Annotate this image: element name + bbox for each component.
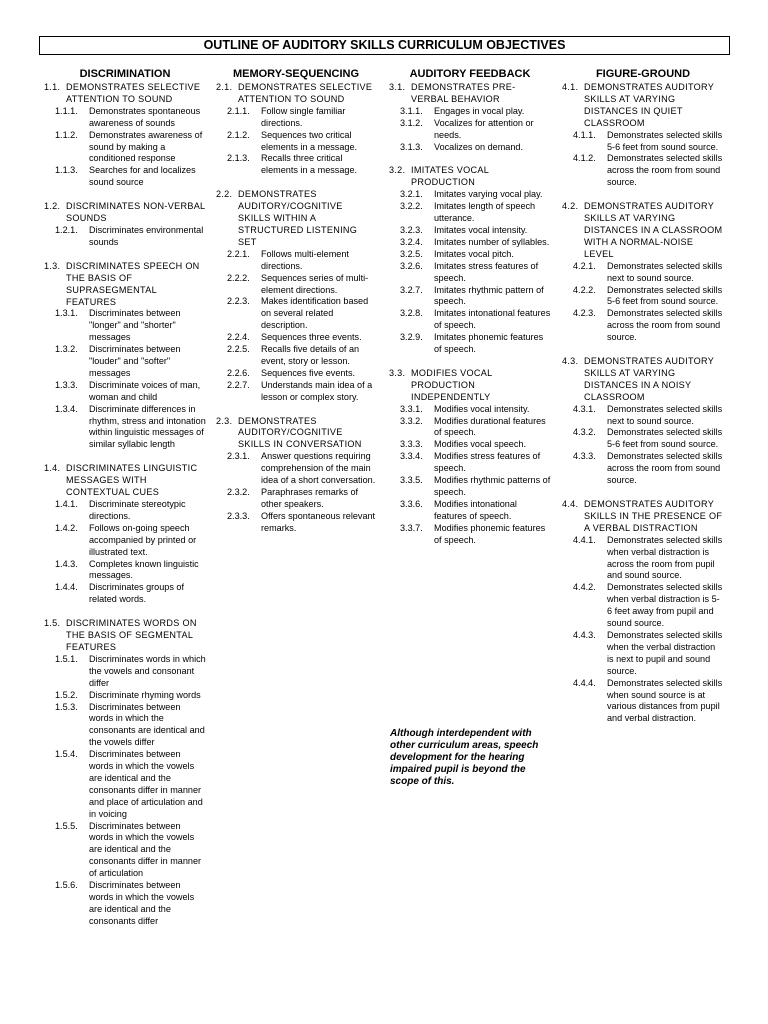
section-heading bbox=[389, 368, 551, 404]
objective-item bbox=[44, 225, 206, 249]
item-text: Vocalizes for attention or needs. bbox=[434, 117, 534, 140]
section-number: 3.2. bbox=[389, 165, 406, 176]
item-text: Demonstrates selected skills when verbal distraction is 5-6 feet away from pupil and sound source. bbox=[607, 582, 723, 629]
item-number: 3.3.4. bbox=[400, 451, 423, 462]
section-heading bbox=[562, 356, 724, 404]
item-text: Recalls three critical elements in a message. bbox=[261, 153, 358, 176]
objective-item bbox=[44, 880, 206, 928]
item-text: Imitates rhythmic pattern of speech. bbox=[434, 284, 544, 307]
section-title: DEMONSTRATES AUDITORY SKILLS AT VARYING DISTANCES IN A NOISY CLASSROOM bbox=[584, 356, 714, 402]
section-title: DISCRIMINATES WORDS ON THE BASIS OF SEGMENTAL FEATURES bbox=[66, 618, 197, 652]
objective-item bbox=[44, 702, 206, 750]
item-number: 1.3.3. bbox=[55, 379, 78, 390]
item-text: Demonstrates selected skills next to sound source. bbox=[607, 403, 723, 426]
section-heading bbox=[389, 165, 551, 189]
item-number: 3.2.7. bbox=[400, 284, 423, 295]
item-text: Discriminate differences in rhythm, stress and intonation within linguistic messages of similar syllabic length bbox=[89, 403, 206, 450]
item-text: Demonstrates selected skills when sound source is at various distances from pupil and verbal distraction. bbox=[607, 677, 723, 724]
section-spacer bbox=[389, 153, 551, 165]
item-text: Sequences series of multi-element directions. bbox=[261, 272, 369, 295]
item-number: 4.3.1. bbox=[573, 403, 596, 414]
item-number: 3.3.3. bbox=[400, 439, 423, 450]
section-title: IMITATES VOCAL PRODUCTION bbox=[411, 165, 489, 188]
item-number: 4.4.2. bbox=[573, 582, 596, 593]
objective-item bbox=[216, 273, 376, 297]
section-spacer bbox=[44, 451, 206, 463]
item-number: 1.3.1. bbox=[55, 308, 78, 319]
column-heading: DISCRIMINATION bbox=[79, 68, 171, 80]
objective-item bbox=[562, 404, 724, 428]
objective-item bbox=[44, 523, 206, 559]
item-text: Discriminate voices of man, woman and child bbox=[89, 379, 201, 402]
section-number: 2.1. bbox=[216, 82, 233, 92]
item-text: Answer questions requiring comprehension of the main idea of a short conversation. bbox=[261, 451, 376, 486]
objective-item bbox=[389, 118, 551, 142]
section-heading bbox=[216, 416, 376, 452]
item-number: 4.2.3. bbox=[573, 308, 596, 319]
item-number: 3.2.8. bbox=[400, 308, 423, 319]
item-text: Modifies rhythmic patterns of speech. bbox=[434, 475, 551, 497]
objective-item bbox=[216, 487, 376, 511]
section-title: DEMONSTRATES AUDITORY SKILLS IN THE PRESENCE OF A VERBAL DISTRACTION bbox=[584, 499, 723, 533]
objective-item bbox=[44, 380, 206, 404]
item-text: Demonstrates selected skills across the room from sound source. bbox=[607, 451, 723, 486]
objective-item bbox=[44, 344, 206, 380]
section-number: 4.3. bbox=[562, 356, 579, 367]
item-number: 1.1.1. bbox=[55, 105, 78, 116]
section-title: DISCRIMINATES NON-VERBAL SOUNDS bbox=[66, 201, 206, 224]
item-number: 3.1.1. bbox=[400, 105, 423, 116]
section-heading bbox=[44, 201, 206, 225]
objective-item bbox=[389, 439, 551, 451]
item-number: 3.1.3. bbox=[400, 141, 423, 152]
objective-item bbox=[216, 249, 376, 273]
item-number: 1.5.2. bbox=[55, 689, 78, 700]
item-text: Follows multi-element directions. bbox=[261, 248, 349, 271]
objective-item bbox=[389, 249, 551, 261]
item-text: Follow single familiar directions. bbox=[261, 105, 346, 128]
section-number: 4.1. bbox=[562, 82, 579, 92]
scope-note: Although interdependent with other curriculum areas, speech development for the hearing impaired pupil is beyond the scope of this. bbox=[390, 728, 539, 787]
item-text: Discriminates between "louder" and "softer" messages bbox=[89, 344, 181, 378]
item-number: 2.2.4. bbox=[227, 332, 250, 343]
item-number: 2.1.1. bbox=[227, 105, 250, 116]
section-spacer bbox=[44, 606, 206, 618]
objective-item bbox=[216, 332, 376, 344]
item-text: Demonstrates selected skills next to sound source. bbox=[607, 260, 723, 283]
item-text: Sequences two critical elements in a message. bbox=[261, 129, 358, 152]
item-number: 2.2.2. bbox=[227, 272, 250, 283]
objective-item bbox=[216, 106, 376, 130]
objective-item bbox=[389, 404, 551, 416]
objective-item bbox=[44, 130, 206, 166]
item-text: Follows on-going speech accompanied by printed or illustrated text. bbox=[89, 522, 197, 557]
item-number: 4.2.2. bbox=[573, 284, 596, 295]
item-number: 4.2.1. bbox=[573, 260, 596, 271]
objective-item bbox=[389, 416, 551, 440]
item-number: 2.3.2. bbox=[227, 487, 250, 497]
item-number: 3.2.1. bbox=[400, 189, 423, 200]
item-text: Imitates vocal intensity. bbox=[434, 224, 528, 235]
item-number: 3.1.2. bbox=[400, 117, 423, 128]
item-number: 3.3.2. bbox=[400, 415, 423, 426]
column-heading: MEMORY-SEQUENCING bbox=[232, 68, 360, 80]
item-text: Modifies vocal intensity. bbox=[434, 403, 530, 414]
section-heading bbox=[44, 261, 206, 309]
item-text: Modifies vocal speech. bbox=[434, 439, 526, 450]
objective-item bbox=[216, 451, 376, 487]
item-text: Discriminates groups of related words. bbox=[89, 582, 185, 605]
item-number: 2.1.2. bbox=[227, 129, 250, 140]
item-number: 1.5.4. bbox=[55, 749, 78, 760]
section-title: DISCRIMINATES LINGUISTIC MESSAGES WITH CONTEXTUAL CUES bbox=[66, 463, 198, 498]
item-text: Demonstrates selected skills across the room from sound source. bbox=[607, 308, 723, 343]
item-number: 1.5.3. bbox=[55, 701, 78, 712]
item-number: 2.2.1. bbox=[227, 248, 250, 259]
objective-item bbox=[562, 308, 724, 344]
item-text: Sequences three events. bbox=[261, 332, 362, 343]
section-spacer bbox=[44, 189, 206, 201]
item-number: 4.4.1. bbox=[573, 534, 596, 545]
section-title: DEMONSTRATES SELECTIVE ATTENTION TO SOUND bbox=[66, 82, 201, 104]
section-heading bbox=[562, 499, 724, 535]
item-number: 2.2.6. bbox=[227, 367, 250, 378]
objective-item bbox=[389, 237, 551, 249]
item-text: Demonstrates awareness of sound by making a conditioned response bbox=[89, 129, 203, 164]
item-text: Demonstrates selected skills 5-6 feet from sound source. bbox=[607, 129, 723, 152]
objective-item bbox=[562, 451, 724, 487]
column-auditory-feedback bbox=[389, 68, 551, 547]
item-number: 3.3.6. bbox=[400, 498, 423, 509]
item-text: Paraphrases remarks of other speakers. bbox=[261, 487, 359, 509]
item-text: Completes known linguistic messages. bbox=[89, 558, 199, 581]
section-title: DEMONSTRATES AUDITORY SKILLS AT VARYING DISTANCES IN A CLASSROOM WITH A NORMAL-NOISE LEVEL bbox=[584, 201, 723, 259]
objective-item bbox=[389, 523, 551, 547]
item-number: 2.2.7. bbox=[227, 379, 250, 390]
objective-item bbox=[562, 582, 724, 630]
section-title: DEMONSTRATES AUDITORY SKILLS AT VARYING DISTANCES IN QUIET CLASSROOM bbox=[584, 82, 714, 128]
section-number: 1.3. bbox=[44, 260, 61, 271]
objective-item bbox=[562, 261, 724, 285]
objective-item bbox=[389, 225, 551, 237]
section-title: DEMONSTRATES AUDITORY/COGNITIVE SKILLS IN CONVERSATION bbox=[238, 415, 362, 450]
section-heading bbox=[389, 82, 551, 106]
item-number: 3.3.5. bbox=[400, 475, 423, 486]
objective-item bbox=[216, 344, 376, 368]
item-number: 1.5.6. bbox=[55, 880, 78, 891]
item-text: Discriminate rhyming words bbox=[89, 689, 201, 700]
item-text: Modifies durational features of speech. bbox=[434, 415, 546, 438]
item-text: Imitates phonemic features of speech. bbox=[434, 332, 544, 355]
section-heading bbox=[216, 82, 376, 106]
item-text: Demonstrates selected skills when the verbal distraction is next to pupil and sound source. bbox=[607, 629, 723, 676]
item-number: 1.3.4. bbox=[55, 403, 78, 414]
section-spacer bbox=[389, 356, 551, 368]
item-text: Makes identification based on several related description. bbox=[261, 296, 369, 331]
item-text: Demonstrates selected skills when verbal distraction is across the room from pupil and sound source. bbox=[607, 534, 723, 581]
item-text: Recalls five details of an event, story or lesson. bbox=[261, 344, 360, 366]
item-number: 1.4.4. bbox=[55, 582, 78, 593]
objective-item bbox=[44, 559, 206, 583]
objective-item bbox=[389, 106, 551, 118]
section-heading bbox=[216, 189, 376, 249]
section-number: 4.2. bbox=[562, 201, 579, 212]
item-text: Discriminates between words in which the vowels are identical and the consonants differ in manner and place of articulation and in voicing bbox=[89, 749, 203, 819]
section-spacer bbox=[562, 487, 724, 499]
item-number: 3.2.2. bbox=[400, 201, 423, 212]
column-figure-ground bbox=[562, 68, 724, 725]
item-text: Offers spontaneous relevant remarks. bbox=[261, 510, 376, 533]
item-number: 2.2.5. bbox=[227, 344, 250, 355]
objective-item bbox=[216, 153, 376, 177]
item-number: 3.3.7. bbox=[400, 522, 423, 533]
objective-item bbox=[44, 165, 206, 189]
item-text: Imitates number of syllables. bbox=[434, 236, 550, 247]
objective-item bbox=[562, 535, 724, 583]
item-number: 3.2.5. bbox=[400, 248, 423, 259]
item-text: Vocalizes on demand. bbox=[434, 141, 523, 152]
item-text: Discriminates between words in which the vowels are identical and the consonants differ in manner of articulation bbox=[89, 820, 202, 879]
section-number: 4.4. bbox=[562, 499, 579, 509]
section-title: DEMONSTRATES SELECTIVE ATTENTION TO SOUND bbox=[238, 82, 373, 104]
section-heading bbox=[44, 82, 206, 106]
objective-item bbox=[44, 404, 206, 452]
section-spacer bbox=[216, 177, 376, 189]
section-heading bbox=[44, 618, 206, 654]
item-text: Imitates intonational features of speech. bbox=[434, 308, 551, 331]
item-text: Discriminates words in which the vowels and consonant differ bbox=[89, 653, 206, 688]
item-number: 1.1.2. bbox=[55, 129, 78, 140]
item-number: 2.2.3. bbox=[227, 296, 250, 307]
objective-item bbox=[216, 296, 376, 332]
section-title: MODIFIES VOCAL PRODUCTION INDEPENDENTLY bbox=[411, 367, 493, 402]
item-text: Demonstrates selected skills across the room from sound source. bbox=[607, 153, 723, 188]
objective-item bbox=[389, 142, 551, 154]
page-title: OUTLINE OF AUDITORY SKILLS CURRICULUM OBJECTIVES bbox=[39, 36, 730, 55]
item-text: Imitates varying vocal play. bbox=[434, 189, 543, 200]
item-number: 1.4.1. bbox=[55, 499, 78, 509]
item-number: 1.4.3. bbox=[55, 558, 78, 569]
objective-item bbox=[44, 499, 206, 523]
section-spacer bbox=[562, 344, 724, 356]
section-number: 1.2. bbox=[44, 201, 61, 212]
item-number: 3.3.1. bbox=[400, 403, 423, 414]
section-heading bbox=[562, 201, 724, 261]
item-number: 1.2.1. bbox=[55, 224, 78, 235]
section-title: DEMONSTRATES PRE-VERBAL BEHAVIOR bbox=[411, 82, 516, 104]
objective-item bbox=[44, 106, 206, 130]
item-number: 2.3.1. bbox=[227, 451, 250, 462]
objective-item bbox=[216, 380, 376, 404]
objective-item bbox=[389, 285, 551, 309]
item-text: Discriminates between "longer" and "shorter" messages bbox=[89, 308, 181, 343]
item-number: 4.4.4. bbox=[573, 677, 596, 688]
objective-item bbox=[389, 475, 551, 499]
column-discrimination bbox=[44, 68, 206, 928]
objective-item bbox=[389, 499, 551, 523]
objective-item bbox=[44, 749, 206, 820]
item-text: Modifies phonemic features of speech. bbox=[434, 522, 546, 545]
section-title: DEMONSTRATES AUDITORY/COGNITIVE SKILLS WITHIN A STRUCTURED LISTENING SET bbox=[238, 189, 358, 247]
item-number: 2.1.3. bbox=[227, 153, 250, 164]
item-text: Discriminate stereotypic directions. bbox=[89, 499, 186, 521]
section-title: DISCRIMINATES SPEECH ON THE BASIS OF SUPRASEGMENTAL FEATURES bbox=[66, 260, 200, 307]
section-number: 2.3. bbox=[216, 415, 233, 426]
objective-item bbox=[562, 427, 724, 451]
column-memory-sequencing bbox=[216, 68, 376, 535]
item-number: 4.4.3. bbox=[573, 629, 596, 640]
item-text: Imitates length of speech utterance. bbox=[434, 201, 536, 224]
objective-item bbox=[389, 261, 551, 285]
item-text: Discriminates between words in which the vowels are identical and the consonants differ bbox=[89, 880, 195, 926]
objective-item bbox=[389, 201, 551, 225]
section-number: 1.4. bbox=[44, 463, 61, 474]
objective-item bbox=[562, 285, 724, 309]
item-text: Understands main idea of a lesson or complex story. bbox=[261, 379, 373, 402]
objective-item bbox=[562, 130, 724, 154]
section-heading bbox=[562, 82, 724, 130]
item-number: 3.2.3. bbox=[400, 224, 423, 235]
item-text: Demonstrates selected skills 5-6 feet from sound source. bbox=[607, 427, 723, 450]
objective-item bbox=[44, 308, 206, 344]
objective-item bbox=[389, 189, 551, 201]
section-number: 3.3. bbox=[389, 367, 406, 378]
section-number: 2.2. bbox=[216, 189, 233, 200]
item-number: 4.1.2. bbox=[573, 153, 596, 164]
objective-item bbox=[216, 130, 376, 154]
item-number: 1.5.1. bbox=[55, 653, 78, 664]
item-number: 3.2.9. bbox=[400, 332, 423, 343]
item-number: 4.3.3. bbox=[573, 451, 596, 462]
section-number: 1.1. bbox=[44, 82, 61, 92]
item-text: Imitates stress features of speech. bbox=[434, 260, 539, 283]
item-number: 3.2.6. bbox=[400, 260, 423, 271]
item-text: Demonstrates spontaneous awareness of sounds bbox=[89, 105, 201, 128]
objective-item bbox=[389, 308, 551, 332]
objective-item bbox=[389, 451, 551, 475]
item-text: Engages in vocal play. bbox=[434, 105, 525, 116]
objective-item bbox=[216, 368, 376, 380]
section-spacer bbox=[562, 189, 724, 201]
section-number: 3.1. bbox=[389, 82, 406, 92]
section-spacer bbox=[44, 249, 206, 261]
item-number: 1.5.5. bbox=[55, 820, 78, 831]
section-spacer bbox=[216, 404, 376, 416]
item-number: 1.1.3. bbox=[55, 165, 78, 176]
objective-item bbox=[389, 332, 551, 356]
objective-item bbox=[44, 690, 206, 702]
column-heading: AUDITORY FEEDBACK bbox=[409, 68, 531, 80]
section-heading bbox=[44, 463, 206, 499]
item-number: 3.2.4. bbox=[400, 236, 423, 247]
objective-item bbox=[44, 654, 206, 690]
item-text: Sequences five events. bbox=[261, 367, 356, 378]
objective-item bbox=[562, 153, 724, 189]
objective-item bbox=[562, 678, 724, 726]
item-text: Modifies stress features of speech. bbox=[434, 451, 541, 474]
item-number: 4.3.2. bbox=[573, 427, 596, 438]
item-text: Discriminates between words in which the consonants are identical and the vowels differ bbox=[89, 701, 205, 748]
objective-item bbox=[44, 821, 206, 881]
column-heading: FIGURE-GROUND bbox=[595, 68, 691, 80]
objective-item bbox=[216, 511, 376, 535]
item-number: 2.3.3. bbox=[227, 510, 250, 521]
section-number: 1.5. bbox=[44, 618, 61, 629]
item-text: Demonstrates selected skills 5-6 feet from sound source. bbox=[607, 284, 723, 307]
item-text: Imitates vocal pitch. bbox=[434, 248, 514, 259]
objective-item bbox=[44, 582, 206, 606]
item-number: 1.4.2. bbox=[55, 522, 78, 533]
objective-item bbox=[562, 630, 724, 678]
item-text: Searches for and localizes sound source bbox=[89, 165, 196, 188]
item-number: 4.1.1. bbox=[573, 129, 596, 140]
item-text: Discriminates environmental sounds bbox=[89, 224, 204, 247]
item-number: 1.3.2. bbox=[55, 344, 78, 355]
item-text: Modifies intonational features of speech. bbox=[434, 498, 517, 521]
